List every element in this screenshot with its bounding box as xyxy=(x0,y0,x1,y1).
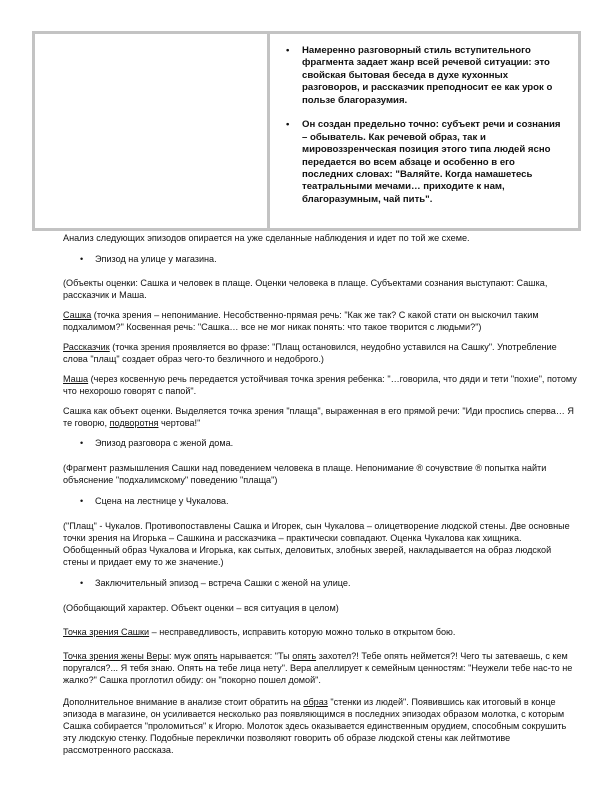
text-segment: "стенки из людей". Появившись как итоговый в конце эпизода в магазине, он усиливается несколько раз появляющимся в последних эпизодах образом молотка, с которым Сашка собирается "проломиться" к Игорю. Молоток здесь оказывается единственным орудием, способным сокрушить эту людскую стенку. Подобные переклички позволяют говорить об образе людской стены как лейтмотиве рассмотренного рассказа. xyxy=(63,697,567,755)
paragraph xyxy=(63,373,578,397)
text-segment: – несправедливость, исправить которую можно только в открытом бою. xyxy=(149,627,456,637)
bullet-icon: • xyxy=(286,45,290,56)
paragraph xyxy=(63,277,578,301)
underlined-text: образ xyxy=(303,697,328,707)
bullet-text: Сцена на лестнице у Чукалова. xyxy=(95,496,229,506)
bullet-text: Намеренно разговорный стиль вступительного фрагмента задает жанр всей речевой ситуации: это свойская бытовая беседа в духе кухонных разговоров, и рассказчик преподносит ее как урок о пользе благоразумия. xyxy=(302,45,553,106)
paragraph xyxy=(63,602,578,614)
bullet-text: Заключительный эпизод – встреча Сашки с женой на улице. xyxy=(95,578,351,588)
summary-table xyxy=(32,31,581,231)
text-segment: (точка зрения – непонимание. Несобственно-прямая речь: "Как же так? С какой стати он выскочил таким подхалимом?" Косвенная речь: "Сашка… все не мог никак понять: что такое творится с людьми?") xyxy=(63,310,539,332)
bullet-item xyxy=(80,577,351,589)
paragraph xyxy=(63,462,578,486)
text-segment: (Обобщающий характер. Объект оценки – вся ситуация в целом) xyxy=(63,603,339,613)
text-segment: чертова!" xyxy=(158,418,201,428)
bullet-item xyxy=(80,253,217,265)
bullet-item xyxy=(80,437,233,449)
text-segment: ("Плащ" - Чукалов. Противопоставлены Сашка и Игорек, сын Чукалова – олицетворение людской стены. Две основные точки зрения на Игорька – Сашкина и рассказчика – практически совпадают. Оценка Чукалова как хищника. Обобщенный образ Чукалова и Игорька, как сытых, деловитых, злобных зверей, накладывается на образ людской стены и придает ему то же значение.) xyxy=(63,521,570,567)
paragraph xyxy=(63,405,578,429)
text-segment: (через косвенную речь передается устойчивая точка зрения ребенка: "…говорила, что дяди и тети "похие", потому что нехорошо говорят с папой". xyxy=(63,374,577,396)
underlined-text: Точка зрения жены Веры xyxy=(63,651,169,661)
bullet-text: Эпизод разговора с женой дома. xyxy=(95,438,234,448)
underlined-text: Точка зрения Сашки xyxy=(63,627,150,637)
bullet-icon: • xyxy=(80,438,84,448)
text-segment: (Объекты оценки: Сашка и человек в плаще. Оценки человека в плаще. Субъектами сознания выступают: Сашка, рассказчик и Маша. xyxy=(63,278,548,300)
paragraph xyxy=(63,520,578,568)
table-bullet xyxy=(286,119,568,206)
underlined-text: опять xyxy=(292,651,317,661)
table-cell-left xyxy=(35,34,270,228)
paragraph xyxy=(63,696,578,756)
bullet-icon: • xyxy=(80,578,84,588)
text-segment: нарывается: "Ты xyxy=(217,651,293,661)
paragraph xyxy=(63,232,578,244)
underlined-text: Сашка xyxy=(63,310,92,320)
text-segment: : муж xyxy=(168,651,194,661)
paragraph xyxy=(63,341,578,365)
text-segment: Сашка как объект оценки. Выделяется точка зрения "плаща", выраженная в его прямой речи: "Иди проспись сперва… Я те говорю, xyxy=(63,406,574,428)
underlined-text: Маша xyxy=(63,374,89,384)
underlined-text: опять xyxy=(193,651,218,661)
bullet-icon: • xyxy=(286,119,290,131)
text-segment: (Фрагмент размышления Сашки над поведением человека в плаще. Непонимание ® сочувствие ® попытка найти объяснение "подхалимскому" поведению "плаща") xyxy=(63,463,547,485)
table-cell-right xyxy=(270,34,578,228)
bullet-icon: • xyxy=(80,496,84,506)
paragraph xyxy=(63,650,578,686)
bullet-text: Эпизод на улице у магазина. xyxy=(95,254,217,264)
table-bullet xyxy=(286,45,568,107)
text-segment: Дополнительное внимание в анализе стоит обратить на xyxy=(63,697,304,707)
underlined-text: подворотня xyxy=(109,418,159,428)
bullet-icon: • xyxy=(80,254,84,264)
bullet-text: Он создан предельно точно: субъект речи и сознания – обыватель. Как речевой образ, так и мировоззренческая позиция этого типа людей ясно передается во всем абзаце и особенно в его последних словах: "Валяйте. Когда намашетесь театральными мечами… приходите к нам, благоразумным, чай пить". xyxy=(302,119,561,205)
text-segment: Анализ следующих эпизодов опирается на уже сделанные наблюдения и идет по той же схеме. xyxy=(63,233,470,243)
bullet-item xyxy=(80,495,229,507)
underlined-text: Рассказчик xyxy=(63,342,110,352)
paragraph xyxy=(63,309,578,333)
paragraph xyxy=(63,626,578,638)
text-segment: захотел?! Тебе опять неймется?! Чего ты затеваешь, с кем поругался?... Я тебя знаю. Опять на тебе лица нету". Вера апеллирует к семейным ценностям: "Неужели тебе нас-то не жалко?" Сашка проглотил обиду: он "покорно пошел домой". xyxy=(63,651,573,685)
text-segment: (точка зрения проявляется во фразе: "Плащ остановился, неудобно уставился на Сашку". Употребление слова "плащ" создает образ чего-то безличного и недоброго.) xyxy=(63,342,557,364)
